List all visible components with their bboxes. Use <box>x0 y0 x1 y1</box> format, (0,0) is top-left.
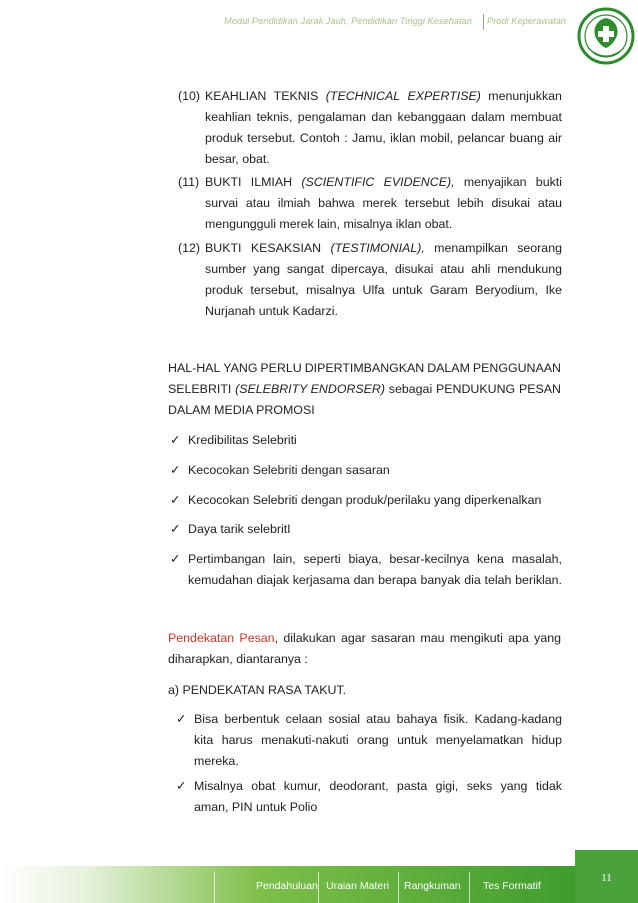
nav-tes-formatif[interactable]: Tes Formatif <box>483 880 541 892</box>
checkmark-icon: ✓ <box>170 552 181 566</box>
checkmark-icon: ✓ <box>176 712 187 726</box>
nav-divider <box>398 872 399 903</box>
approach-paragraph: Pendekatan Pesan, dilakukan agar sasaran mau mengikuti apa yang diharapkan, diantaranya : <box>168 631 561 666</box>
running-title: Modul Pendidikan Jarak Jauh, Pendidikan Tinggi Kesehatan <box>224 16 472 26</box>
checklist-item: ✓ Kredibilitas Selebriti <box>170 430 562 451</box>
list-item: (10) KEAHLIAN TEKNIS (TECHNICAL EXPERTISE) menunjukkan keahlian teknis, pengalaman dan kebanggaan dalam membuat produk tersebut. Contoh : Jamu, iklan mobil, pelancar buang air besar, obat. <box>178 86 562 170</box>
highlighted-term: Pendekatan Pesan <box>168 631 275 645</box>
checkmark-icon: ✓ <box>170 463 181 477</box>
checkmark-icon: ✓ <box>170 522 181 536</box>
checklist-item: ✓ Pertimbangan lain, seperti biaya, besar-kecilnya kena masalah, kemudahan diajak kerjasama dan berapa banyak dia telah beriklan. <box>170 549 562 591</box>
nav-divider <box>214 872 215 903</box>
page-header <box>0 0 638 50</box>
list-item: (12) BUKTI KESAKSIAN (TESTIMONIAL), menampilkan seorang sumber yang sangat dipercaya, disukai atau ahli mendukung produk tersebut, misalnya Ulfa untuk Garam Beryodium, Ike Nurjanah untuk Kadarzi. <box>178 238 562 322</box>
sub-heading: a) PENDEKATAN RASA TAKUT. <box>168 683 347 697</box>
nav-divider <box>469 872 470 903</box>
nav-uraian-materi[interactable]: Uraian Materi <box>326 880 390 892</box>
section-heading: HAL-HAL YANG PERLU DIPERTIMBANGKAN DALAM PENGGUNAAN SELEBRITI (SELEBRITY ENDORSER) sebagai PENDUKUNG PESAN DALAM MEDIA PROMOSI <box>168 361 561 417</box>
bakti-husada-logo <box>574 4 638 76</box>
nav-pendahuluan[interactable]: Pendahuluan <box>256 880 318 892</box>
checklist-item: ✓ Kecocokan Selebriti dengan sasaran <box>170 460 562 481</box>
checkmark-icon: ✓ <box>176 779 187 793</box>
item-heading: BUKTI KESAKSIAN (TESTIMONIAL), menampilkan seorang <box>205 241 562 255</box>
checkmark-icon: ✓ <box>170 493 181 507</box>
nav-divider <box>318 872 319 903</box>
checklist-item: ✓ Kecocokan Selebriti dengan produk/perilaku yang diperkenalkan <box>170 490 562 511</box>
list-item: (11) BUKTI ILMIAH (SCIENTIFIC EVIDENCE), menyajikan bukti survai atau ilmiah bahwa merek tersebut lebih disukai atau mengungguli merek lain, misalnya iklan obat. <box>178 172 562 235</box>
checklist-item: ✓ Misalnya obat kumur, deodorant, pasta gigi, seks yang tidak aman, PIN untuk Polio <box>176 776 562 818</box>
header-divider <box>483 14 484 30</box>
checklist-item: ✓ Daya tarik selebritI <box>170 519 562 540</box>
page-number: 11 <box>601 872 612 884</box>
nav-rangkuman[interactable]: Rangkuman <box>404 880 461 892</box>
page-footer <box>0 850 638 903</box>
page-number-box <box>575 850 638 903</box>
checklist-item: ✓ Bisa berbentuk celaan sosial atau bahaya fisik. Kadang-kadang kita harus menakuti-nakuti orang untuk menyelamatkan hidup mereka. <box>176 709 562 772</box>
program-name: Prodi Keperawatan <box>487 16 567 26</box>
checkmark-icon: ✓ <box>170 433 181 447</box>
item-heading: BUKTI ILMIAH (SCIENTIFIC EVIDENCE), menyajikan bukti <box>205 175 562 189</box>
item-heading: KEAHLIAN TEKNIS (TECHNICAL EXPERTISE) menunjukkan <box>205 89 562 103</box>
